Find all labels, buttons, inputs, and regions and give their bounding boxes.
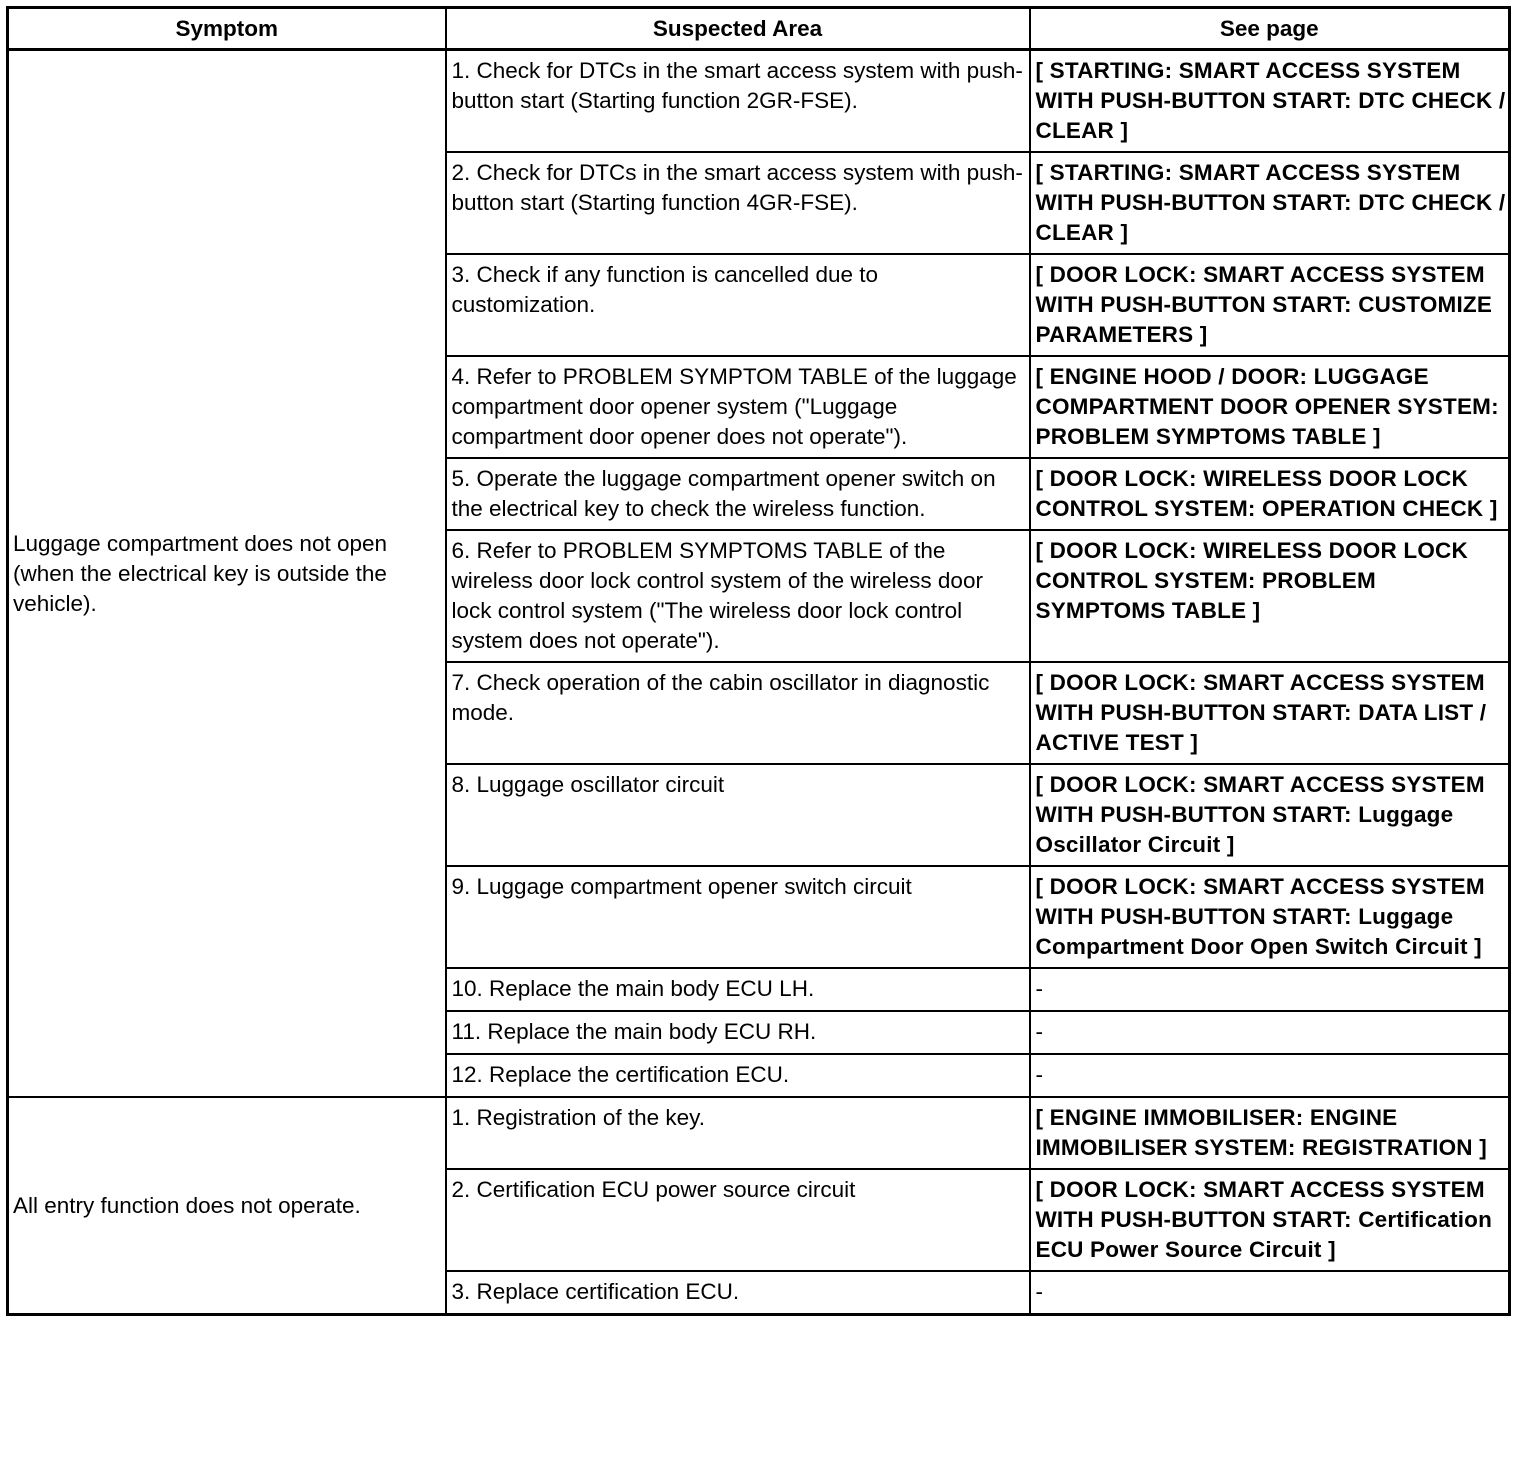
suspected-area-cell: 3. Check if any function is cancelled due to customization.	[446, 254, 1030, 356]
see-page-cell: [ DOOR LOCK: SMART ACCESS SYSTEM WITH PUSH-BUTTON START: Luggage Compartment Door Open Switch Circuit ]	[1030, 866, 1510, 968]
suspected-area-cell: 10. Replace the main body ECU LH.	[446, 968, 1030, 1011]
suspected-area-cell: 9. Luggage compartment opener switch circuit	[446, 866, 1030, 968]
see-page-cell: -	[1030, 1054, 1510, 1097]
see-page-cell: [ STARTING: SMART ACCESS SYSTEM WITH PUSH-BUTTON START: DTC CHECK / CLEAR ]	[1030, 152, 1510, 254]
see-page-cell: [ STARTING: SMART ACCESS SYSTEM WITH PUSH-BUTTON START: DTC CHECK / CLEAR ]	[1030, 50, 1510, 153]
see-page-cell: [ DOOR LOCK: SMART ACCESS SYSTEM WITH PUSH-BUTTON START: DATA LIST / ACTIVE TEST ]	[1030, 662, 1510, 764]
suspected-area-cell: 1. Check for DTCs in the smart access system with push-button start (Starting function 2GR-FSE).	[446, 50, 1030, 153]
suspected-area-cell: 12. Replace the certification ECU.	[446, 1054, 1030, 1097]
see-page-cell: [ ENGINE IMMOBILISER: ENGINE IMMOBILISER SYSTEM: REGISTRATION ]	[1030, 1097, 1510, 1169]
symptom-cell-luggage: Luggage compartment does not open (when the electrical key is outside the vehicle).	[8, 50, 446, 1098]
symptom-cell-all-entry: All entry function does not operate.	[8, 1097, 446, 1315]
suspected-area-cell: 8. Luggage oscillator circuit	[446, 764, 1030, 866]
see-page-cell: [ DOOR LOCK: WIRELESS DOOR LOCK CONTROL SYSTEM: OPERATION CHECK ]	[1030, 458, 1510, 530]
suspected-area-cell: 4. Refer to PROBLEM SYMPTOM TABLE of the luggage compartment door opener system ("Luggage compartment door opener does not operate").	[446, 356, 1030, 458]
see-page-cell: [ DOOR LOCK: WIRELESS DOOR LOCK CONTROL SYSTEM: PROBLEM SYMPTOMS TABLE ]	[1030, 530, 1510, 662]
table-row	[8, 50, 1510, 153]
suspected-area-cell: 1. Registration of the key.	[446, 1097, 1030, 1169]
see-page-cell: [ ENGINE HOOD / DOOR: LUGGAGE COMPARTMENT DOOR OPENER SYSTEM: PROBLEM SYMPTOMS TABLE ]	[1030, 356, 1510, 458]
problem-symptoms-table	[6, 6, 1511, 1316]
see-page-cell: [ DOOR LOCK: SMART ACCESS SYSTEM WITH PUSH-BUTTON START: Luggage Oscillator Circuit ]	[1030, 764, 1510, 866]
suspected-area-cell: 6. Refer to PROBLEM SYMPTOMS TABLE of the wireless door lock control system of the wireless door lock control system ("The wireless door lock control system does not operate").	[446, 530, 1030, 662]
header-see-page: See page	[1030, 8, 1510, 50]
see-page-cell: [ DOOR LOCK: SMART ACCESS SYSTEM WITH PUSH-BUTTON START: Certification ECU Power Source Circuit ]	[1030, 1169, 1510, 1271]
suspected-area-cell: 7. Check operation of the cabin oscillator in diagnostic mode.	[446, 662, 1030, 764]
table-header-row	[8, 8, 1510, 50]
header-suspected-area: Suspected Area	[446, 8, 1030, 50]
table-row	[8, 1097, 1510, 1169]
suspected-area-cell: 2. Check for DTCs in the smart access system with push-button start (Starting function 4GR-FSE).	[446, 152, 1030, 254]
suspected-area-cell: 5. Operate the luggage compartment opener switch on the electrical key to check the wireless function.	[446, 458, 1030, 530]
suspected-area-cell: 11. Replace the main body ECU RH.	[446, 1011, 1030, 1054]
header-symptom: Symptom	[8, 8, 446, 50]
suspected-area-cell: 3. Replace certification ECU.	[446, 1271, 1030, 1315]
see-page-cell: -	[1030, 1011, 1510, 1054]
suspected-area-cell: 2. Certification ECU power source circuit	[446, 1169, 1030, 1271]
see-page-cell: -	[1030, 1271, 1510, 1315]
see-page-cell: [ DOOR LOCK: SMART ACCESS SYSTEM WITH PUSH-BUTTON START: CUSTOMIZE PARAMETERS ]	[1030, 254, 1510, 356]
see-page-cell: -	[1030, 968, 1510, 1011]
